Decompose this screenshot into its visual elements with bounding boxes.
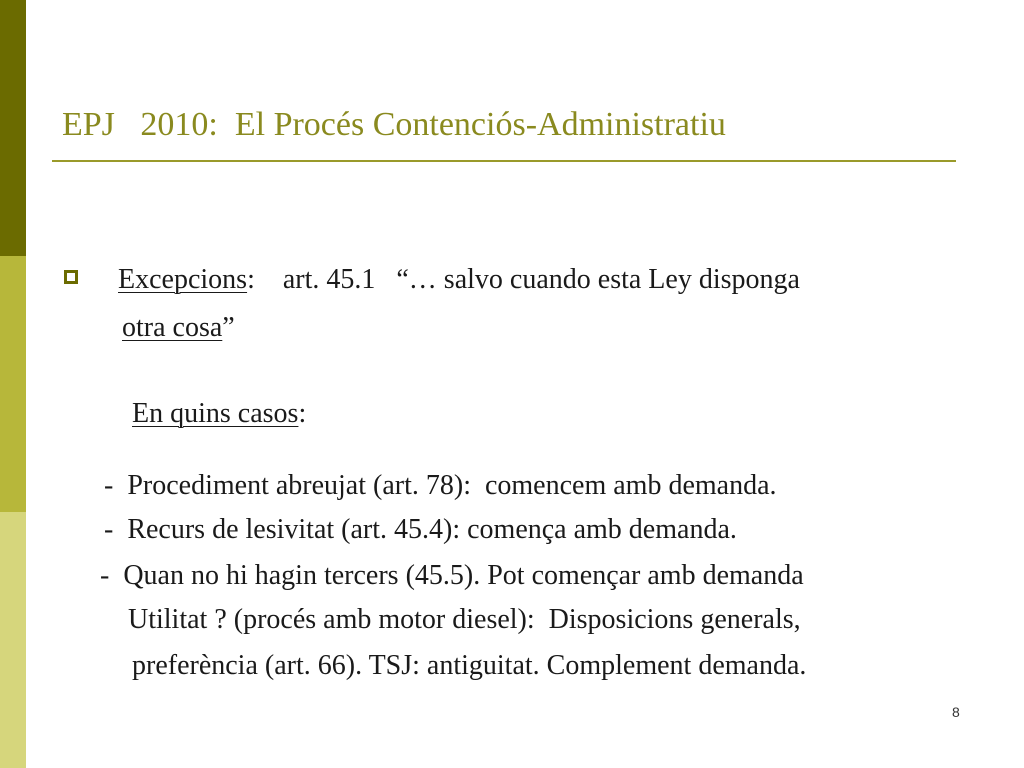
case-item: - Quan no hi hagin tercers (45.5). Pot començar amb demanda: [100, 560, 804, 591]
exceptions-label: Excepcions: [118, 264, 248, 295]
cases-label: En quins casos: [132, 398, 299, 429]
side-bar-light: [0, 512, 26, 768]
square-bullet-icon: [64, 270, 78, 284]
case-item: Utilitat ? (procés amb motor diesel): Disposicions generals,: [128, 604, 801, 635]
exceptions-colon: :: [247, 264, 283, 295]
side-bar-mid: [0, 256, 26, 512]
case-item: - Recurs de lesivitat (art. 45.4): comença amb demanda.: [104, 514, 737, 545]
side-bar-dark: [0, 0, 26, 256]
case-item: preferència (art. 66). TSJ: antiguitat. Complement demanda.: [132, 650, 807, 681]
quote-text: “… salvo cuando esta Ley disponga: [375, 264, 800, 295]
article-reference: art. 45.1: [282, 264, 376, 295]
title-divider: [52, 160, 956, 162]
cases-heading: [132, 400, 306, 428]
page-number: 8: [952, 704, 960, 720]
quote-continuation: [122, 314, 235, 342]
case-item: - Procediment abreujat (art. 78): comencem amb demanda.: [104, 470, 777, 501]
exceptions-line: [118, 266, 800, 294]
quote-underlined: otra cosa: [122, 312, 223, 343]
quote-close: ”: [222, 312, 235, 343]
cases-colon: :: [298, 398, 307, 429]
slide-title: EPJ 2010: El Procés Contenciós-Administratiu: [62, 106, 726, 143]
